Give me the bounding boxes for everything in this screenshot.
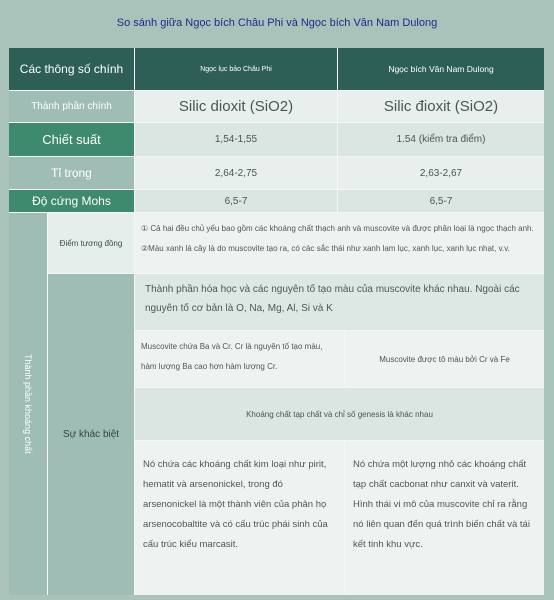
diff-impurity-african: Nó chứa các khoáng chất kim loại như pirit, hematit và arsenonickel, trong đó arsenonickel là một thành viên của phân họ arsenocobaltite và có cấu trúc phái sinh của cấu trúc kiểu marcasit. [135,441,344,595]
group-label-mineral-text: Thành phần khoáng chất [23,354,33,454]
diff-color-yunnan: Muscovite được tô màu bởi Cr và Fe [345,331,544,387]
value-main-component-yunnan: Silic đioxit (SiO2) [338,91,544,122]
value-density-african: 2,64-2,75 [135,157,337,189]
header-african-jade: Ngọc lục bảo Châu Phi [135,48,337,90]
row-label-density: Tỉ trọng [9,157,134,189]
value-main-component-african: Silic dioxit (SiO2) [135,91,337,122]
comparison-table [9,48,544,595]
group-label-mineral [9,213,47,595]
value-mohs-african: 6,5-7 [135,190,337,212]
similar-label: Điểm tương đồng [48,213,134,273]
row-label-main-component: Thành phần chính [9,91,134,122]
diff-impurity-yunnan: Nó chứa một lượng nhỏ các khoáng chất tạp chất cacbonat như canxit và vaterit. Hình thái vi mô của muscovite chỉ ra rằng nó liên quan đến quá trình biến chất và tái kết tinh khu vực. [345,441,544,595]
value-refractive-african: 1,54-1,55 [135,123,337,156]
header-yunnan-jade: Ngọc bích Vân Nam Dulong [338,48,544,90]
diff-label: Sự khác biệt [48,274,134,595]
diff-common-text: Thành phần hóa học và các nguyên tố tạo màu của muscovite khác nhau. Ngoài các nguyên tố cơ bản là O, Na, Mg, Al, Si và K [135,274,544,330]
row-label-refractive-index: Chiết suất [9,123,134,156]
value-mohs-yunnan: 6,5-7 [338,190,544,212]
header-param: Các thông số chính [9,48,134,90]
similar-text: ① Cả hai đều chủ yếu bao gồm các khoáng chất thạch anh và muscovite và được phân loại là ngọc thạch anh. ②Màu xanh lá cây là do muscovite tạo ra, có các sắc thái như xanh lam lục, xanh lục, xanh lục nhạt, v.v. [135,213,544,273]
value-refractive-yunnan: 1.54 (kiểm tra điểm) [338,123,544,156]
diff-color-african: Muscovite chứa Ba và Cr. Cr là nguyên tố tạo màu, hàm lượng Ba cao hơn hàm lượng Cr. [135,331,344,387]
value-density-yunnan: 2,63-2,67 [338,157,544,189]
row-label-mohs-hardness: Độ cứng Mohs [9,190,134,212]
diff-impurity-summary: Khoáng chất tạp chất và chỉ số genesis là khác nhau [135,388,544,440]
page-title: So sánh giữa Ngọc bích Châu Phi và Ngọc bích Vân Nam Dulong [116,17,438,29]
